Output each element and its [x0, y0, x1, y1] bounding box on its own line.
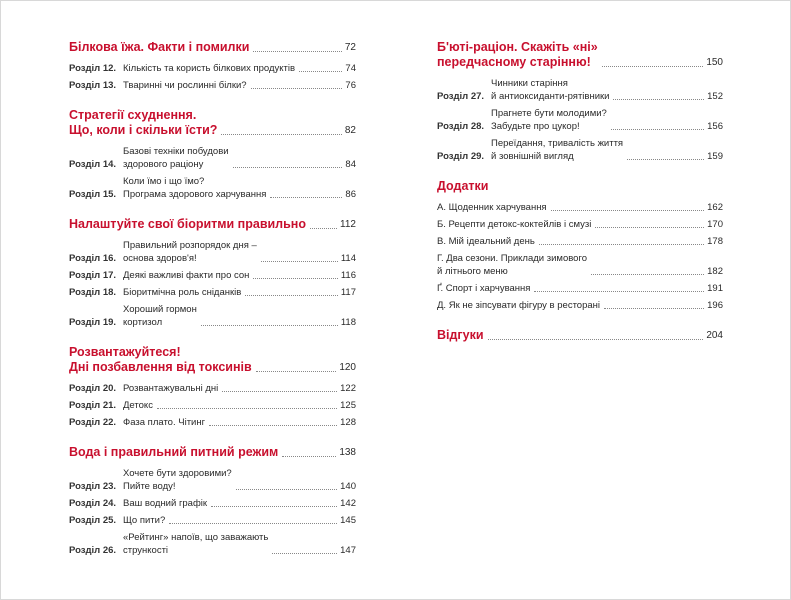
chapter-label: Розділ 27. [437, 91, 485, 102]
dot-leader [209, 425, 337, 426]
toc-entry[interactable] [437, 137, 723, 163]
dot-leader [272, 553, 337, 554]
page-number: 120 [339, 362, 356, 373]
page-number: 140 [340, 481, 356, 492]
toc-entry[interactable] [69, 239, 356, 265]
page-number: 116 [340, 270, 356, 281]
section-title: Розвантажуйтеся! Дні позбавлення від токсинів [69, 345, 252, 374]
dot-leader [201, 325, 338, 326]
page-number: 84 [345, 159, 356, 170]
toc-entry[interactable] [437, 282, 723, 295]
page-number: 142 [340, 498, 356, 509]
page-number: 138 [339, 447, 356, 458]
chapter-title: Базові техніки побудови здорового раціону [123, 146, 229, 170]
page-number: 76 [345, 80, 356, 91]
chapter-title: Біоритмічна роль сніданків [123, 287, 242, 298]
toc-entry[interactable] [69, 382, 356, 395]
page-number: 162 [707, 202, 723, 213]
dot-leader [211, 506, 337, 507]
section-title-entry[interactable] [437, 40, 723, 70]
dot-leader [222, 391, 337, 392]
dot-leader [488, 339, 704, 340]
toc-entry[interactable] [437, 201, 723, 214]
chapter-label: Розділ 26. [69, 545, 117, 556]
dot-leader [611, 129, 704, 130]
chapter-title: В. Мій ідеальний день [437, 236, 535, 247]
dot-leader [604, 308, 704, 309]
chapter-title: Розвантажувальні дні [123, 383, 219, 394]
chapter-label: Розділ 20. [69, 383, 117, 394]
page-number: 128 [340, 417, 356, 428]
section-title-entry[interactable] [69, 40, 356, 55]
chapter-title: Правильний розпорядок дня – основа здоров'я! [123, 240, 257, 264]
page-number: 125 [340, 400, 356, 411]
chapter-title: Ваш водний графік [123, 498, 208, 509]
dot-leader [221, 134, 341, 135]
page-number: 72 [344, 42, 356, 53]
chapter-title: Чинники старіння й антиоксиданти-рятівники [491, 78, 610, 102]
toc-entry[interactable] [69, 416, 356, 429]
toc-right-column [437, 40, 723, 359]
toc-section [69, 445, 356, 557]
chapter-label: Розділ 28. [437, 121, 485, 132]
chapter-title: Деякі важливі факти про сон [123, 270, 250, 281]
toc-entry[interactable] [437, 218, 723, 231]
dot-leader [551, 210, 705, 211]
page-number: 117 [340, 287, 356, 298]
toc-left-column [69, 40, 356, 573]
chapter-label: Розділ 29. [437, 151, 485, 162]
chapter-title: Ґ. Спорт і харчування [437, 283, 531, 294]
chapter-title: «Рейтинг» напоїв, що заважають стрункості [123, 532, 269, 556]
chapter-label: Розділ 25. [69, 515, 117, 526]
section-title-entry[interactable] [69, 108, 356, 138]
section-title: Відгуки [437, 328, 484, 342]
page-number: 178 [707, 236, 723, 247]
toc-entry[interactable] [69, 497, 356, 510]
dot-leader [236, 489, 337, 490]
page-number: 86 [345, 189, 356, 200]
chapter-title: Кількість та користь білкових продуктів [123, 63, 296, 74]
chapter-title: А. Щоденник харчування [437, 202, 547, 213]
page-number: 147 [340, 545, 356, 556]
chapter-label: Розділ 15. [69, 189, 117, 200]
toc-entry[interactable] [69, 467, 356, 493]
toc-section [437, 40, 723, 163]
dot-leader [253, 278, 337, 279]
toc-entry[interactable] [69, 303, 356, 329]
dot-leader [233, 167, 343, 168]
section-title-entry[interactable] [69, 445, 356, 460]
chapter-label: Розділ 13. [69, 80, 117, 91]
page-number: 118 [340, 317, 356, 328]
dot-leader [534, 291, 704, 292]
page-number: 82 [344, 125, 356, 136]
page-number: 74 [345, 63, 356, 74]
chapter-title: Хочете бути здоровими? Пийте воду! [123, 468, 232, 492]
dot-leader [627, 159, 704, 160]
dot-leader [310, 228, 337, 229]
page-number: 122 [340, 383, 356, 394]
chapter-title: Коли їмо і що їмо? Програма здорового харчування [123, 176, 267, 200]
page-number: 170 [707, 219, 723, 230]
chapter-label: Розділ 12. [69, 63, 117, 74]
chapter-title: Г. Два сезони. Приклади зимового й літнього меню [437, 253, 587, 277]
chapter-title: Б. Рецепти детокс-коктейлів і смузі [437, 219, 592, 230]
page-number: 112 [340, 219, 356, 230]
chapter-label: Розділ 19. [69, 317, 117, 328]
dot-leader [256, 371, 337, 372]
page-number: 152 [707, 91, 723, 102]
chapter-label: Розділ 24. [69, 498, 117, 509]
toc-section [69, 40, 356, 92]
section-title: Стратегії схуднення. Що, коли і скільки їсти? [69, 108, 218, 137]
toc-section [437, 179, 723, 312]
page-number: 204 [706, 330, 723, 341]
chapter-title: Д. Як не зіпсувати фігуру в ресторані [437, 300, 601, 311]
toc-section [69, 217, 356, 329]
chapter-label: Розділ 17. [69, 270, 117, 281]
section-title-entry[interactable] [437, 179, 723, 194]
chapter-label: Розділ 16. [69, 253, 117, 264]
page-number: 191 [707, 283, 723, 294]
toc-section [437, 328, 723, 343]
toc-entry[interactable] [437, 299, 723, 312]
toc-entry[interactable] [69, 286, 356, 299]
chapter-title: Переїдання, тривалість життя й зовнішній вигляд [491, 138, 624, 162]
chapter-title: Фаза плато. Чітинг [123, 417, 206, 428]
dot-leader [261, 261, 338, 262]
toc-section [69, 345, 356, 429]
toc-entry[interactable] [437, 252, 723, 278]
page-number: 114 [340, 253, 356, 264]
chapter-title: Тваринні чи рослинні білки? [123, 80, 247, 91]
chapter-label: Розділ 14. [69, 159, 117, 170]
section-title-entry[interactable] [69, 345, 356, 375]
toc-entry[interactable] [69, 175, 356, 201]
chapter-title: Детокс [123, 400, 153, 411]
toc-entry[interactable] [437, 77, 723, 103]
toc-entry[interactable] [69, 269, 356, 282]
dot-leader [270, 197, 342, 198]
page-number: 145 [340, 515, 356, 526]
page-number: 150 [706, 57, 723, 68]
dot-leader [591, 274, 704, 275]
dot-leader [602, 66, 704, 67]
dot-leader [299, 71, 342, 72]
dot-leader [245, 295, 338, 296]
dot-leader [595, 227, 704, 228]
section-title: Вода і правильний питний режим [69, 445, 279, 459]
section-title-entry[interactable] [437, 328, 723, 343]
section-title: Б'юті-раціон. Скажіть «ні» передчасному старінню! [437, 40, 598, 69]
dot-leader [251, 88, 343, 89]
section-title: Додатки [437, 179, 489, 193]
page-number: 182 [707, 266, 723, 277]
page-number: 156 [707, 121, 723, 132]
toc-entry[interactable] [69, 62, 356, 75]
toc-entry[interactable] [69, 514, 356, 527]
page-number: 196 [707, 300, 723, 311]
toc-entry[interactable] [437, 107, 723, 133]
dot-leader [282, 456, 336, 457]
page-number: 159 [707, 151, 723, 162]
dot-leader [253, 51, 341, 52]
section-title-entry[interactable] [69, 217, 356, 232]
dot-leader [157, 408, 337, 409]
chapter-label: Розділ 18. [69, 287, 117, 298]
toc-entry[interactable] [69, 79, 356, 92]
dot-leader [539, 244, 704, 245]
section-title: Налаштуйте свої біоритми правильно [69, 217, 306, 231]
chapter-title: Прагнете бути молодими? Забудьте про цукор! [491, 108, 607, 132]
toc-entry[interactable] [69, 145, 356, 171]
toc-entry[interactable] [69, 399, 356, 412]
toc-entry[interactable] [69, 531, 356, 557]
chapter-label: Розділ 21. [69, 400, 117, 411]
toc-entry[interactable] [437, 235, 723, 248]
dot-leader [169, 523, 337, 524]
chapter-label: Розділ 23. [69, 481, 117, 492]
section-title: Білкова їжа. Факти і помилки [69, 40, 250, 54]
chapter-title: Що пити? [123, 515, 166, 526]
chapter-label: Розділ 22. [69, 417, 117, 428]
toc-section [69, 108, 356, 201]
dot-leader [613, 99, 704, 100]
chapter-title: Хороший гормон кортизол [123, 304, 197, 328]
